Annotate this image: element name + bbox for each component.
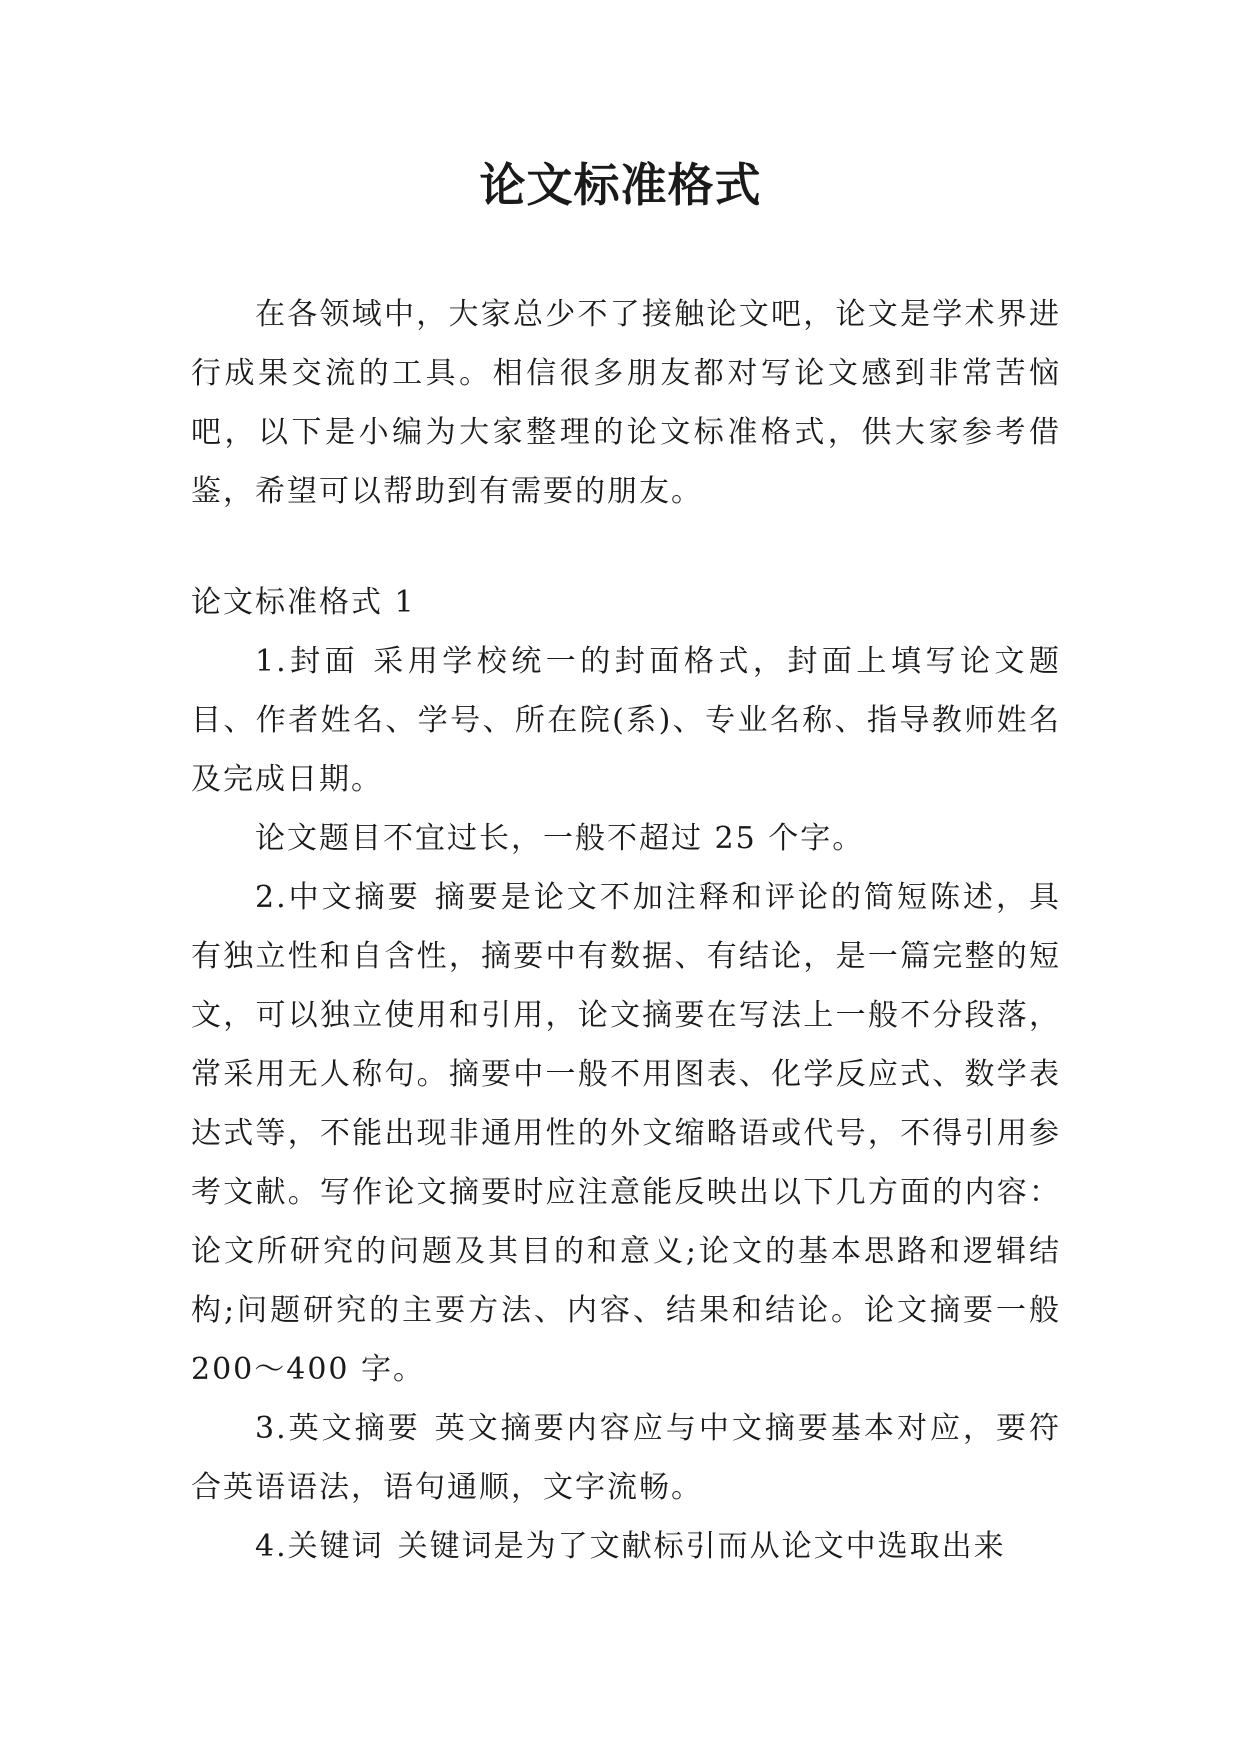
document-body	[191, 285, 1061, 1576]
item-text-cover: 采用学校统一的封面格式，封面上填写论文题目、作者姓名、学号、所在院(系)、专业名称、指导教师姓名及完成日期。	[191, 644, 1062, 797]
item-text-chinese-abstract: 摘要是论文不加注释和评论的简短陈述，具有独立性和自含性，摘要中有数据、有结论，是一篇完整的短文，可以独立使用和引用，论文摘要在写法上一般不分段落，常采用无人称句。摘要中一般不用图表、化学反应式、数学表达式等，不能出现非通用性的外文缩略语或代号，不得引用参考文献。写作论文摘要时应注意能反映出以下几方面的内容：论文所研究的问题及其目的和意义;论文的基本思路和逻辑结构;问题研究的主要方法、内容、结果和结论。论文摘要一般 200～400 字。	[191, 880, 1062, 1387]
item-heading-english-abstract: 3.英文摘要	[255, 1411, 421, 1446]
paragraph-chinese-abstract	[191, 868, 1061, 1399]
item-text-title-length: 论文题目不宜过长，一般不超过 25 个字。	[255, 821, 865, 856]
paragraph-title-length	[191, 809, 1061, 868]
item-heading-keywords: 4.关键词	[255, 1529, 384, 1564]
item-text-english-abstract: 英文摘要内容应与中文摘要基本对应，要符合英语语法，语句通顺，文字流畅。	[191, 1411, 1062, 1505]
paragraph-keywords	[191, 1517, 1061, 1576]
paragraph-english-abstract	[191, 1399, 1061, 1517]
item-heading-chinese-abstract: 2.中文摘要	[255, 880, 421, 915]
intro-paragraph: 在各领域中，大家总少不了接触论文吧，论文是学术界进行成果交流的工具。相信很多朋友都对写论文感到非常苦恼吧，以下是小编为大家整理的论文标准格式，供大家参考借鉴，希望可以帮助到有需要的朋友。	[191, 297, 1061, 509]
document-title: 论文标准格式	[479, 158, 762, 212]
paragraph-cover	[191, 632, 1061, 809]
item-text-keywords: 关键词是为了文献标引而从论文中选取出来	[397, 1529, 1006, 1564]
item-heading-cover: 1.封面	[255, 644, 360, 679]
section-heading: 论文标准格式 1	[191, 585, 416, 620]
